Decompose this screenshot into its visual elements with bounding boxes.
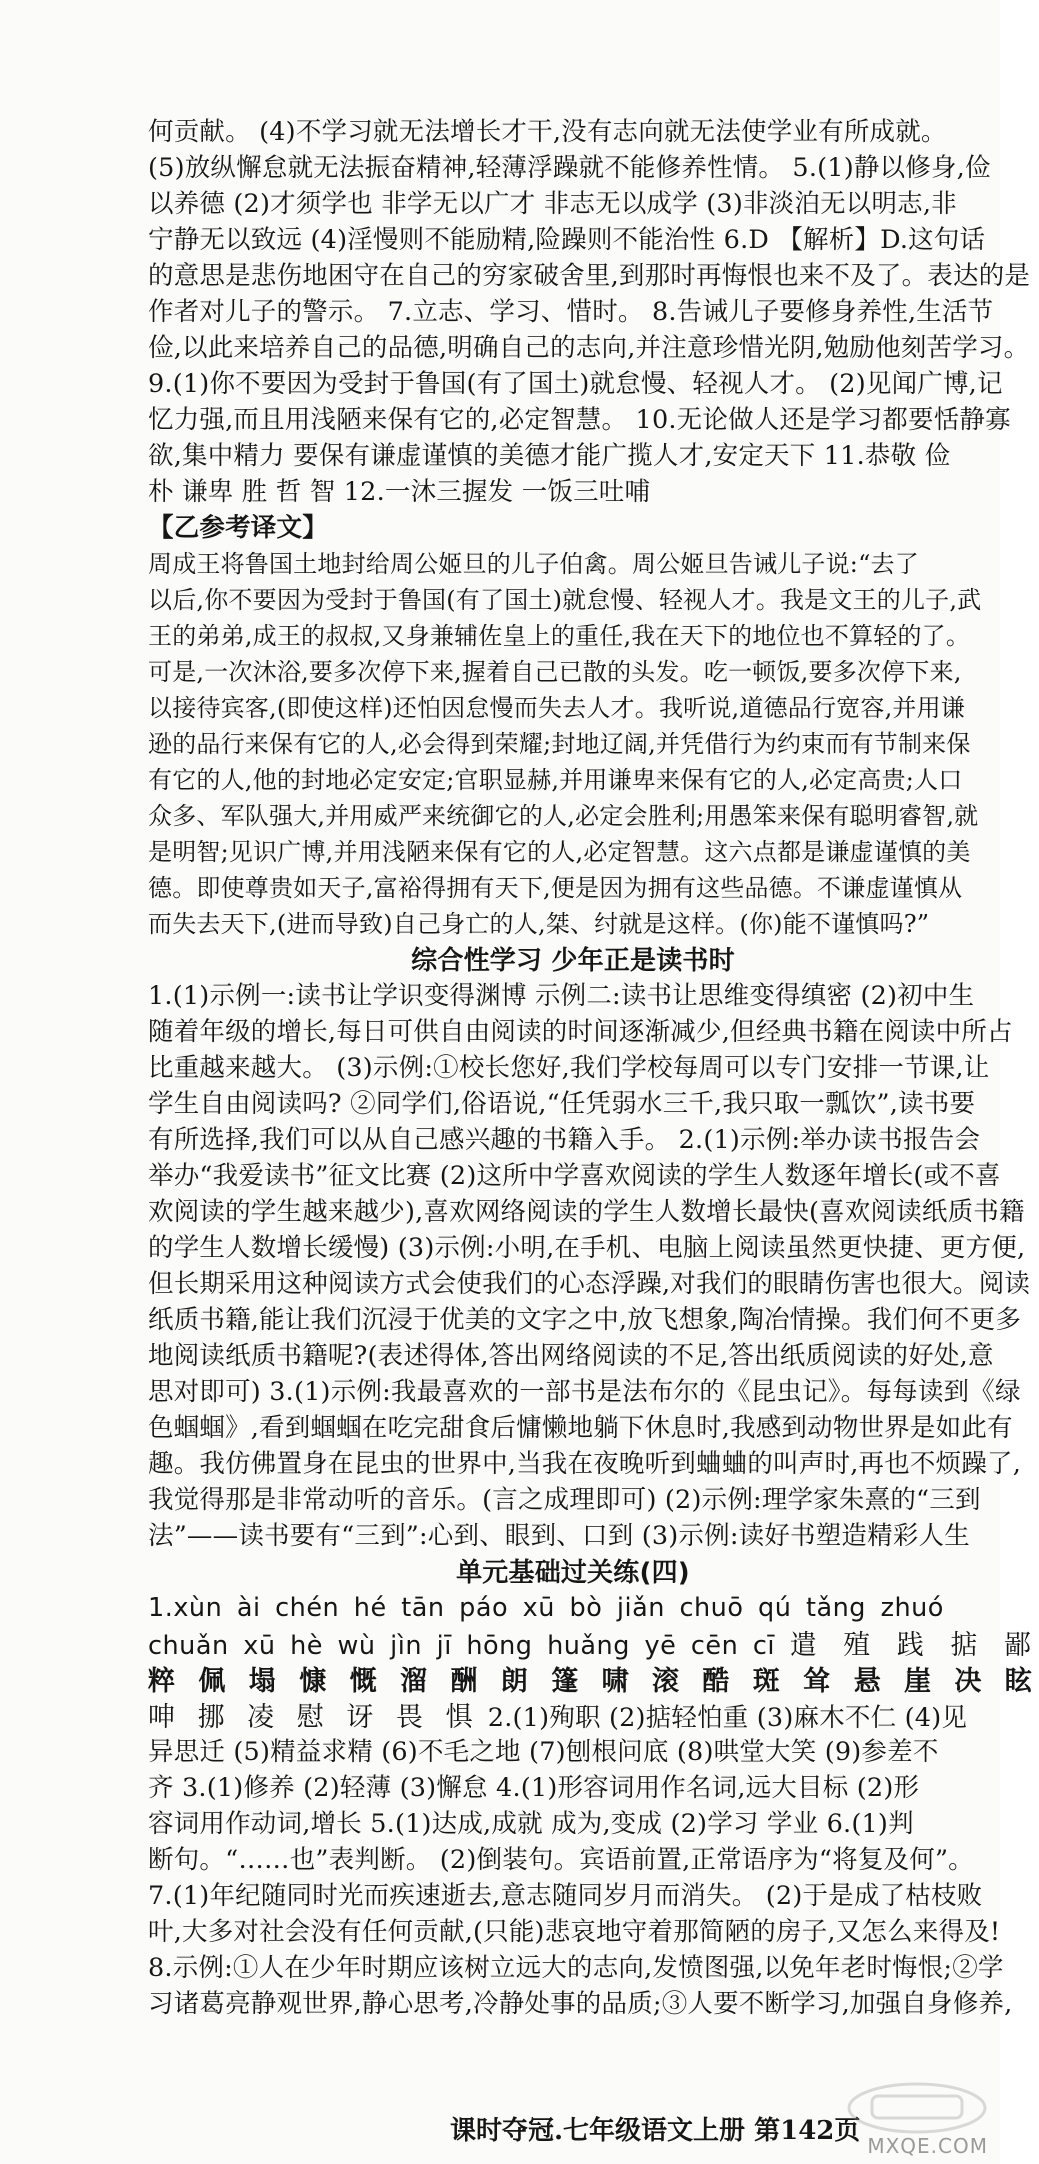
- text-line: 德。即使尊贵如天子,富裕得拥有天下,便是因为拥有这些品德。不谦虚谨慎从: [148, 874, 963, 902]
- section-unit-practice-block: [148, 1737, 1013, 2028]
- section-reading-block: [148, 981, 1031, 1560]
- answer-content: [148, 117, 1039, 2028]
- text-line: 欢阅读的学生越来越少),喜欢网络阅读的学生人数增长最快(喜欢阅读纸质书籍: [148, 1197, 1025, 1227]
- text-line: 王的弟弟,成王的叔叔,又身兼辅佐皇上的重任,我在天下的地位也不算轻的了。: [148, 622, 971, 650]
- text-line: 的意思是悲伤地困守在自己的穷家破舍里,到那时再悔恨也来不及了。表达的是: [148, 261, 1031, 291]
- text-line: 叶,大多对社会没有任何贡献,(只能)悲哀地守着那简陋的房子,又怎么来得及!: [148, 1917, 1001, 1947]
- text-line: 的学生人数增长缓慢) (3)示例:小明,在手机、电脑上阅读虽然更快捷、更方便,: [148, 1233, 1026, 1263]
- text-line: 我觉得那是非常动听的音乐。(言之成理即可) (2)示例:理学家朱熹的“三到: [148, 1485, 981, 1515]
- answer-block-part1: [148, 117, 1031, 516]
- text-line: 法”——读书要有“三到”:心到、眼到、口到 (3)示例:读好书塑造精彩人生: [148, 1521, 970, 1551]
- text-line: (5)放纵懈怠就无法振奋精神,轻薄浮躁就不能修养性情。 5.(1)静以修身,俭: [148, 153, 991, 183]
- text-line: 众多、军队强大,并用威严来统御它的人,必定会胜利;用愚笨来保有聪明睿智,就: [148, 802, 979, 830]
- translation-heading: 【乙参考译文】: [148, 513, 328, 543]
- section-heading-unit-practice: 单元基础过关练(四): [456, 1558, 690, 1588]
- text-line: 以接待宾客,(即使这样)还怕因怠慢而失去人才。我听说,道德品行宽容,并用谦: [148, 694, 966, 722]
- text-line: 宁静无以致远 (4)淫慢则不能励精,险躁则不能治性 6.D 【解析】D.这句话: [148, 225, 986, 255]
- pinyin-line: [148, 1630, 1037, 1668]
- text-line: 9.(1)你不要因为受封于鲁国(有了国土)就怠慢、轻视人才。 (2)见闻广博,记: [148, 369, 1003, 399]
- text-line: 趣。我仿佛置身在昆虫的世界中,当我在夜晚听到蛐蛐的叫声时,再也不烦躁了,: [148, 1449, 1022, 1479]
- translation-block: [148, 552, 998, 948]
- text-line: 有所选择,我们可以从自己感兴趣的书籍入手。 2.(1)示例:举办读书报告会: [148, 1125, 981, 1155]
- text-line: 地阅读纸质书籍呢?(表述得体,答出网络阅读的不足,答出纸质阅读的好处,意: [148, 1341, 994, 1371]
- text-line: 朴 谦卑 胜 哲 智 12.一沐三握发 一饭三吐哺: [148, 477, 651, 507]
- chinese-chars: 呻 挪 凌 慰 讶 畏 惧: [148, 1702, 480, 1733]
- text-line: 色蝈蝈》,看到蝈蝈在吃完甜食后慵懒地躺下休息时,我感到动物世界是如此有: [148, 1413, 1013, 1443]
- pinyin-text: chuǎn xū hè wù jìn jī hōng huǎng yē cēn cī: [148, 1631, 775, 1661]
- text-line: 逊的品行来保有它的人,必会得到荣耀;封地辽阔,并凭借行为约束而有节制来保: [148, 730, 971, 758]
- text-line: 而失去天下,(进而导致)自己身亡的人,桀、纣就是这样。(你)能不谨慎吗?”: [148, 910, 930, 938]
- text-line: 断句。“……也”表判断。 (2)倒装句。宾语前置,正常语序为“将复及何”。: [148, 1845, 974, 1875]
- text-line: 8.示例:①人在少年时期应该树立远大的志向,发愤图强,以免年老时悔恨;②学: [148, 1953, 1004, 1983]
- text-line: 忆力强,而且用浅陋来保有它的,必定智慧。 10.无论做人还是学习都要恬静寡: [148, 405, 1011, 435]
- text-line: 随着年级的增长,每日可供自由阅读的时间逐渐减少,但经典书籍在阅读中所占: [148, 1017, 1013, 1047]
- chinese-chars: 遣 殖 践 掂 鄙: [789, 1630, 1037, 1661]
- page-footer: 课时夺冠.七年级语文上册 第142页: [450, 2116, 861, 2146]
- text-line: 但长期采用这种阅读方式会使我们的心态浮躁,对我们的眼睛伤害也很大。阅读: [148, 1269, 1031, 1299]
- answer-text: 2.(1)殉职 (2)掂轻怕重 (3)麻木不仁 (4)见: [479, 1703, 968, 1733]
- text-line: 以养德 (2)才须学也 非学无以广才 非志无以成学 (3)非淡泊无以明志,非: [148, 189, 957, 219]
- text-line: 是明智;见识广博,并用浅陋来保有它的人,必定智慧。这六点都是谦虚谨慎的美: [148, 838, 971, 866]
- text-line: 纸质书籍,能让我们沉浸于优美的文字之中,放飞想象,陶冶情操。我们何不更多: [148, 1305, 1022, 1335]
- section-heading-reading: 综合性学习 少年正是读书时: [411, 946, 735, 976]
- text-line: 异思迁 (5)精益求精 (6)不毛之地 (7)刨根问底 (8)哄堂大笑 (9)参差不: [148, 1737, 939, 1767]
- text-line: 可是,一次沐浴,要多次停下来,握着自己已散的头发。吃一顿饭,要多次停下来,: [148, 658, 962, 686]
- text-line: 俭,以此来培养自己的品德,明确自己的志向,并注意珍惜光阴,勉励他刻苦学习。: [148, 333, 1030, 363]
- text-line: 1.(1)示例一:读书让学识变得渊博 示例二:读书让思维变得缜密 (2)初中生: [148, 981, 975, 1011]
- text-line: 欲,集中精力 要保有谦虚谨慎的美德才能广揽人才,安定天下 11.恭敬 俭: [148, 441, 951, 471]
- text-line: 何贡献。 (4)不学习就无法增长才干,没有志向就无法使学业有所成就。: [148, 117, 947, 147]
- text-line: 举办“我爱读书”征文比赛 (2)这所中学喜欢阅读的学生人数逐年增长(或不喜: [148, 1161, 1001, 1191]
- text-line: 7.(1)年纪随同时光而疾速逝去,意志随同岁月而消失。 (2)于是成了枯枝败: [148, 1881, 983, 1911]
- text-line: 有它的人,他的封地必定安定;官职显赫,并用谦卑来保有它的人,必定高贵;人口: [148, 766, 963, 794]
- text-line: 比重越来越大。 (3)示例:①校长您好,我们学校每周可以专门安排一节课,让: [148, 1053, 990, 1083]
- pinyin-line: 1.xùn ài chén hé tān páo xū bò jiǎn chuō qú tǎng zhuó: [148, 1593, 944, 1623]
- text-line: 周成王将鲁国土地封给周公姬旦的儿子伯禽。周公姬旦告诫儿子说:“去了: [148, 550, 919, 578]
- chinese-chars-line: [148, 1704, 998, 1740]
- text-line: 习诸葛亮静观世界,静心思考,冷静处事的品质;③人要不断学习,加强自身修养,: [148, 1989, 1013, 2019]
- text-line: 作者对儿子的警示。 7.立志、学习、惜时。 8.告诫儿子要修身养性,生活节: [148, 297, 994, 327]
- text-line: 容词用作动词,增长 5.(1)达成,成就 成为,变成 (2)学习 学业 6.(1)判: [148, 1809, 914, 1839]
- text-line: 思对即可) 3.(1)示例:我最喜欢的一部书是法布尔的《昆虫记》。每每读到《绿: [148, 1377, 1021, 1407]
- text-line: 学生自由阅读吗? ②同学们,俗语说,“任凭弱水三千,我只取一瓢饮”,读书要: [148, 1089, 976, 1119]
- text-line: 以后,你不要因为受封于鲁国(有了国土)就怠慢、轻视人才。我是文王的儿子,武: [148, 586, 982, 614]
- text-line: 齐 3.(1)修养 (2)轻薄 (3)懈怠 4.(1)形容词用作名词,远大目标 (2)形: [148, 1773, 920, 1803]
- watermark-text: MXQE.COM: [867, 2134, 988, 2158]
- chinese-chars-line: 粹 佩 塌 慷 慨 溜 酬 朗 篷 啸 滚 酷 斑 耸 悬 崖 决 眩: [148, 1666, 1039, 1697]
